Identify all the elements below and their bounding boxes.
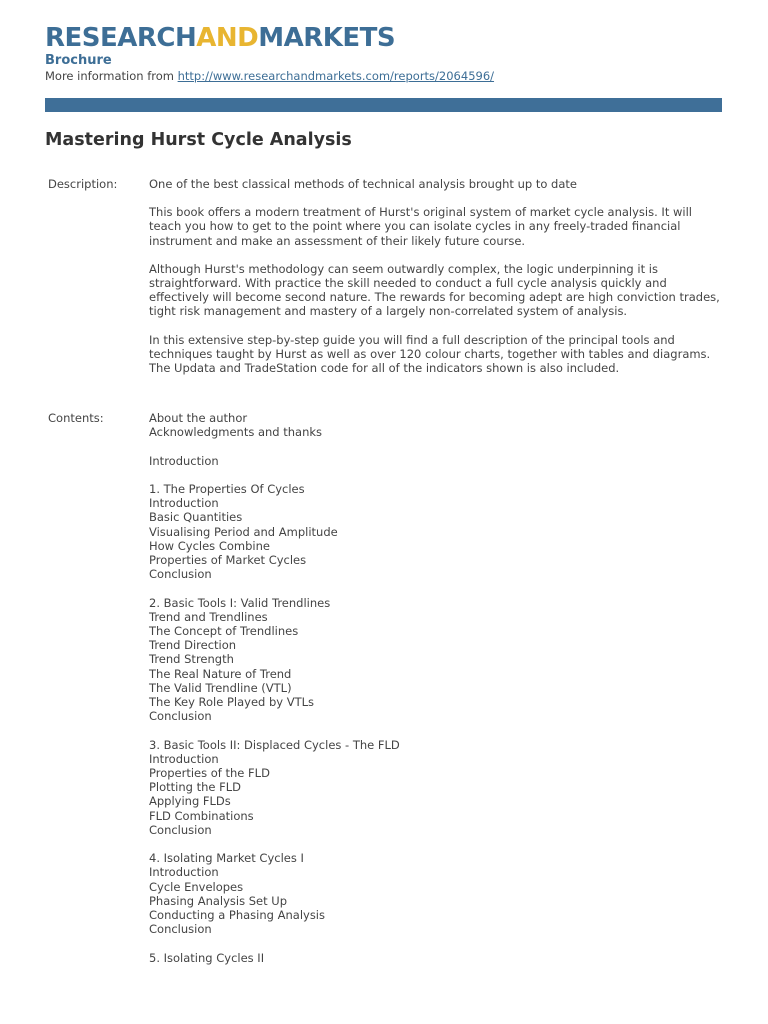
- contents-item: Introduction: [149, 751, 219, 766]
- contents-item: Trend Strength: [149, 652, 234, 667]
- description-paragraph: This book offers a modern treatment of Hurst's original system of market cycle analysis. It will teach you how to get to the point where you can isolate cycles in any freely-traded financial instrument and make an assessment of their likely future course.: [149, 205, 692, 248]
- more-info-prefix: More information from: [45, 69, 178, 83]
- logo-word-and: AND: [196, 23, 259, 53]
- report-link[interactable]: http://www.researchandmarkets.com/reports/2064596/: [177, 69, 495, 83]
- company-logo: [45, 22, 395, 54]
- contents-spacer: [149, 439, 724, 453]
- contents-item: About the author: [149, 411, 248, 425]
- contents-item: Properties of Market Cycles: [149, 553, 307, 567]
- contents-item: The Real Nature of Trend: [149, 666, 292, 681]
- contents-item: Trend Direction: [149, 638, 237, 653]
- contents-item: How Cycles Combine: [149, 538, 270, 553]
- contents-item: Introduction: [149, 496, 219, 511]
- contents-item: Cycle Envelopes: [149, 879, 244, 894]
- contents-item: Acknowledgments and thanks: [149, 425, 323, 440]
- contents-spacer: [149, 936, 724, 950]
- contents-item: The Key Role Played by VTLs: [149, 695, 315, 710]
- chapter-heading: 4. Isolating Market Cycles I: [149, 851, 304, 866]
- contents-list: [149, 411, 724, 965]
- contents-item: Introduction: [149, 453, 219, 468]
- contents-item: Trend and Trendlines: [149, 609, 268, 624]
- contents-item: Conclusion: [149, 567, 212, 582]
- description-paragraph: Although Hurst's methodology can seem outwardly complex, the logic underpinning it is straightforward. With practice the skill needed to conduct a full cycle analysis quickly and effectively will become second nature. The rewards for becoming adept are high conviction trades, tight risk management and mastery of a largely non-correlated system of analysis.: [149, 261, 720, 319]
- brochure-label: Brochure: [45, 53, 112, 68]
- contents-item: FLD Combinations: [149, 808, 254, 823]
- contents-item: Phasing Analysis Set Up: [149, 893, 287, 908]
- contents-item: The Valid Trendline (VTL): [149, 680, 292, 695]
- contents-spacer: [149, 723, 724, 737]
- page-title: Mastering Hurst Cycle Analysis: [45, 130, 352, 150]
- contents-item: Applying FLDs: [149, 794, 231, 809]
- contents-item: Conclusion: [149, 709, 212, 724]
- description-body: [149, 177, 724, 389]
- contents-item: Conducting a Phasing Analysis: [149, 908, 325, 923]
- contents-item: Properties of the FLD: [149, 766, 270, 781]
- contents-item: Plotting the FLD: [149, 780, 242, 795]
- chapter-heading: 2. Basic Tools I: Valid Trendlines: [149, 595, 331, 610]
- chapter-heading: 3. Basic Tools II: Displaced Cycles - The FLD: [149, 737, 400, 752]
- chapter-heading: 5. Isolating Cycles II: [149, 950, 265, 965]
- contents-item: The Concept of Trendlines: [149, 624, 299, 638]
- contents-item: Conclusion: [149, 922, 212, 937]
- description-paragraph: One of the best classical methods of technical analysis brought up to date: [149, 177, 577, 191]
- chapter-heading: 1. The Properties Of Cycles: [149, 481, 305, 496]
- contents-item: Basic Quantities: [149, 510, 243, 525]
- logo-word-research: RESEARCH: [45, 23, 197, 53]
- contents-item: Conclusion: [149, 822, 212, 837]
- contents-spacer: [149, 837, 724, 851]
- logo-word-markets: MARKETS: [258, 23, 396, 53]
- contents-spacer: [149, 468, 724, 482]
- contents-spacer: [149, 581, 724, 595]
- description-paragraph: In this extensive step-by-step guide you will find a full description of the principal tools and techniques taught by Hurst as well as over 120 colour charts, together with tables and diagrams. The Updata and TradeStation code for all of the indicators shown is also included.: [149, 332, 711, 376]
- contents-item: Visualising Period and Amplitude: [149, 524, 338, 539]
- contents-item: Introduction: [149, 865, 219, 880]
- description-label: Description:: [48, 177, 118, 191]
- contents-label: Contents:: [48, 411, 104, 425]
- more-info-line: [45, 69, 494, 83]
- header-divider-bar: [45, 98, 722, 112]
